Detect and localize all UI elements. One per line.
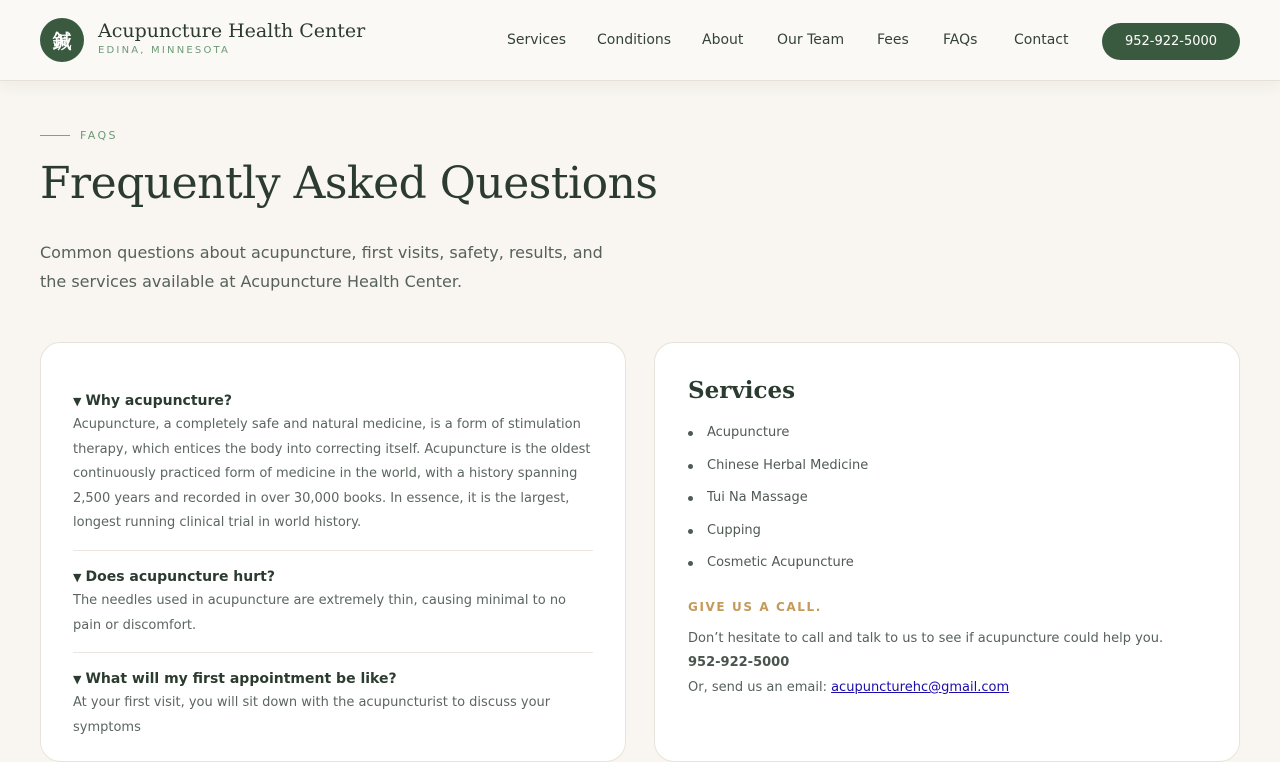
services-title: Services	[688, 377, 796, 404]
service-name: Chinese Herbal Medicine	[707, 457, 869, 473]
contact-email-line	[688, 676, 1009, 701]
faq-item	[73, 567, 593, 638]
nav-faqs[interactable]: FAQs	[943, 32, 978, 48]
bullet-icon	[688, 464, 693, 469]
eyebrow-divider	[40, 135, 70, 136]
faq-card	[40, 342, 626, 762]
logo-icon[interactable]: 鍼	[40, 18, 84, 62]
brand-name[interactable]: Acupuncture Health Center	[98, 20, 366, 42]
nav-contact[interactable]: Contact	[1014, 32, 1069, 48]
list-item	[688, 456, 868, 489]
service-name: Tui Na Massage	[707, 490, 808, 505]
nav-conditions[interactable]: Conditions	[597, 32, 672, 48]
email-prefix: Or, send us an email:	[688, 680, 827, 695]
faq-question: What will my first appointment be like?	[85, 671, 397, 687]
nav-services[interactable]: Services	[507, 32, 567, 48]
list-item	[688, 521, 868, 554]
nav-our-team[interactable]: Our Team	[777, 32, 845, 48]
faq-question: Does acupuncture hurt?	[85, 569, 275, 585]
page-intro: Common questions about acupuncture, first visits, safety, results, and the services available at Acupuncture Health Center.	[40, 243, 603, 291]
bullet-icon	[688, 561, 693, 566]
services-card	[654, 342, 1240, 762]
faq-item	[73, 391, 593, 536]
faq-answer: At your first visit, you will sit down with the acupuncturist to discuss your symptoms	[73, 695, 551, 735]
faq-question-toggle[interactable]	[73, 669, 593, 689]
list-item	[688, 423, 868, 456]
service-name: Cupping	[707, 522, 761, 538]
nav-about[interactable]: About	[702, 32, 744, 48]
list-item	[688, 488, 868, 521]
list-item	[688, 553, 868, 586]
faq-question: Why acupuncture?	[85, 393, 233, 409]
service-name: Acupuncture	[707, 425, 790, 440]
nav-fees[interactable]: Fees	[877, 32, 909, 48]
faq-item	[73, 669, 593, 740]
bullet-icon	[688, 431, 693, 436]
call-description: Don’t hesitate to call and talk to us to see if acupuncture could help you.	[688, 631, 1164, 646]
page-title: Frequently Asked Questions	[40, 158, 658, 209]
triangle-down-icon: ▼	[73, 571, 82, 584]
bullet-icon	[688, 529, 693, 534]
triangle-down-icon: ▼	[73, 673, 82, 686]
faq-divider	[73, 652, 593, 653]
faq-answer: Acupuncture, a completely safe and natural medicine, is a form of stimulation therapy, which entices the body into correcting itself. Acupuncture is the oldest continuously practiced form of medicine in the world, with a history spanning 2,500 years and recorded in over 30,000 books. In essence, it is the largest, longest running clinical trial in world history.	[73, 417, 591, 530]
services-list	[688, 423, 868, 586]
faq-divider	[73, 550, 593, 551]
page-eyebrow: FAQS	[80, 129, 118, 142]
bullet-icon	[688, 496, 693, 501]
site-header	[0, 0, 1280, 81]
call-heading: GIVE US A CALL.	[688, 600, 822, 614]
faq-answer: The needles used in acupuncture are extremely thin, causing minimal to no pain or discomfort.	[73, 593, 567, 633]
contact-phone[interactable]: 952-922-5000	[688, 655, 790, 670]
faq-question-toggle[interactable]	[73, 391, 593, 411]
email-link[interactable]: acupuncturehc@gmail.com	[831, 680, 1010, 695]
triangle-down-icon: ▼	[73, 395, 82, 408]
brand-location: EDINA, MINNESOTA	[98, 45, 231, 56]
service-name: Cosmetic Acupuncture	[707, 555, 854, 570]
call-phone-button[interactable]: 952-922-5000	[1102, 23, 1240, 60]
faq-question-toggle[interactable]	[73, 567, 593, 587]
